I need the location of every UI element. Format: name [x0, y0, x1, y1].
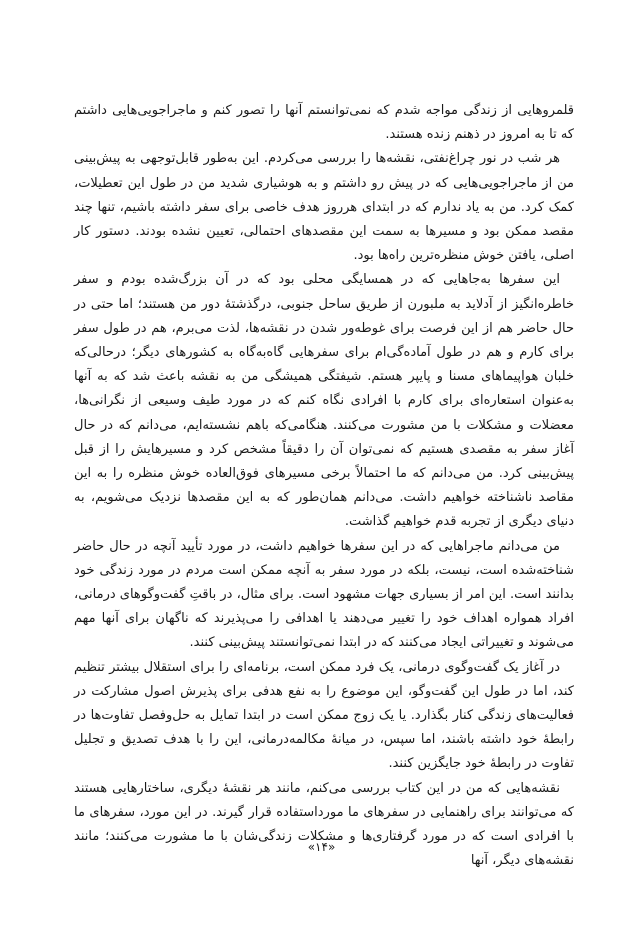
- paragraph: قلمروهایی از زندگی مواجه شدم که نمی‌توانستم آنها را تصور کنم و ماجراجویی‌هایی داشتم که تا به امروز در ذهنم زنده هستند.: [74, 103, 574, 143]
- page-number: «۱۴»: [307, 840, 336, 854]
- paragraph: من می‌دانم ماجراهایی که در این سفرها خواهیم داشت، در مورد تأیید آنچه در حال حاضر شناخته‌شده است، نیست، بلکه در مورد سفر به آنچه ممکن است مردم در مورد زندگی خود بدانند است. این امر از بسیاری جهات مشهود است. برای مثال، در باقتِ گفت‌وگوهای درمانی، افراد همواره اهداف خود را تغییر می‌دهند یا اهدافی را می‌پذیرند که ناگهان برای آنها مهم می‌شوند و تغییراتی ایجاد می‌کنند که در ابتدا نمی‌توانستند پیش‌بینی کنند.: [74, 538, 574, 651]
- body-text: [74, 99, 574, 874]
- paragraph: هر شب در نور چراغ‌نفتی، نقشه‌ها را بررسی می‌کردم. این به‌طور قابل‌توجهی به پیش‌بینی من از ماجراجویی‌هایی که در پیش رو داشتم و به هوشیاری شدید من در طول این تعطیلات، کمک کرد. من به یاد ندارم که در ابتدای هرروز هدف خاصی برای سفر داشته باشیم، تنها چند مقصد ممکن بود و مسیرها به سمت این مقصدهای احتمالی، تعیین نشده بودند. دستور کار اصلی، یافتن خوش منظره‌ترین راه‌ها بود.: [74, 151, 574, 264]
- paragraph: نقشه‌هایی که من در این کتاب بررسی می‌کنم، مانند هر نقشهٔ دیگری، ساختارهایی هستند که می‌توانند برای راهنمایی در سفرهای ما مورداستفاده قرار گیرند. در این مورد، سفرهای ما با افرادی است که در مورد گرفتاری‌ها و مشکلات زندگی‌شان با ما مشورت می‌کنند؛ مانند نقشه‌های دیگر، آنها: [74, 780, 574, 869]
- paragraph: در آغاز یک گفت‌وگوی درمانی، یک فرد ممکن است، برنامه‌ای را برای استقلال بیشتر تنظیم کند، اما در طول این گفت‌وگو، این موضوع را به نفع هدفی برای پذیرش اصول مشارکت در فعالیت‌های زندگی کنار بگذارد. یا یک زوج ممکن است در ابتدا تمایل به حل‌وفصل تفاوت‌ها در رابطهٔ خود داشته باشند، اما سپس، در میانهٔ مکالمه‌درمانی، این را با هدف تصدیق و تجلیل تفاوت در رابطهٔ خود جایگزین کنند.: [74, 659, 574, 772]
- paragraph: این سفرها به‌جاهایی که در همسایگی محلی بود که در آن بزرگ‌شده بودم و سفر خاطره‌انگیز از آدلاید به ملبورن از طریق ساحل جنوبی، درگذشتهٔ دور من هستند؛ اما حتی در حال حاضر هم از این فرصت برای غوطه‌ور شدن در نقشه‌ها، لذت می‌برم، هم در طول سفر برای کارم و هم در طول آماده‌گی‌ام برای سفرهایی گاه‌به‌گاه به کشورهای دیگر؛ درحالی‌که خلبان هواپیماهای مسنا و پایپر هستم. شیفتگی همیشگی من به نقشه باعث شد که به آنها به‌عنوان استعاره‌ای برای کارم با افرادی نگاه کنم که در مورد طیف وسیعی از نگرانی‌ها، معضلات و مشکلات با من مشورت می‌کنند. هنگامی‌که باهم نشسته‌ایم، می‌دانم که در حال آغاز سفر به مقصدی هستیم که نمی‌توان آن را دقیقاً مشخص کرد و مسیرهایش را از قبل پیش‌بینی کرد. من می‌دانم که ما احتمالاً برخی مسیرهای فوق‌العاده خوش منظره را به این مقاصد ناشناخته خواهیم داشت. می‌دانم همان‌طور که به این مقصدها نزدیک می‌شویم، به دنیای دیگری از تجربه قدم خواهیم گذاشت.: [74, 272, 574, 530]
